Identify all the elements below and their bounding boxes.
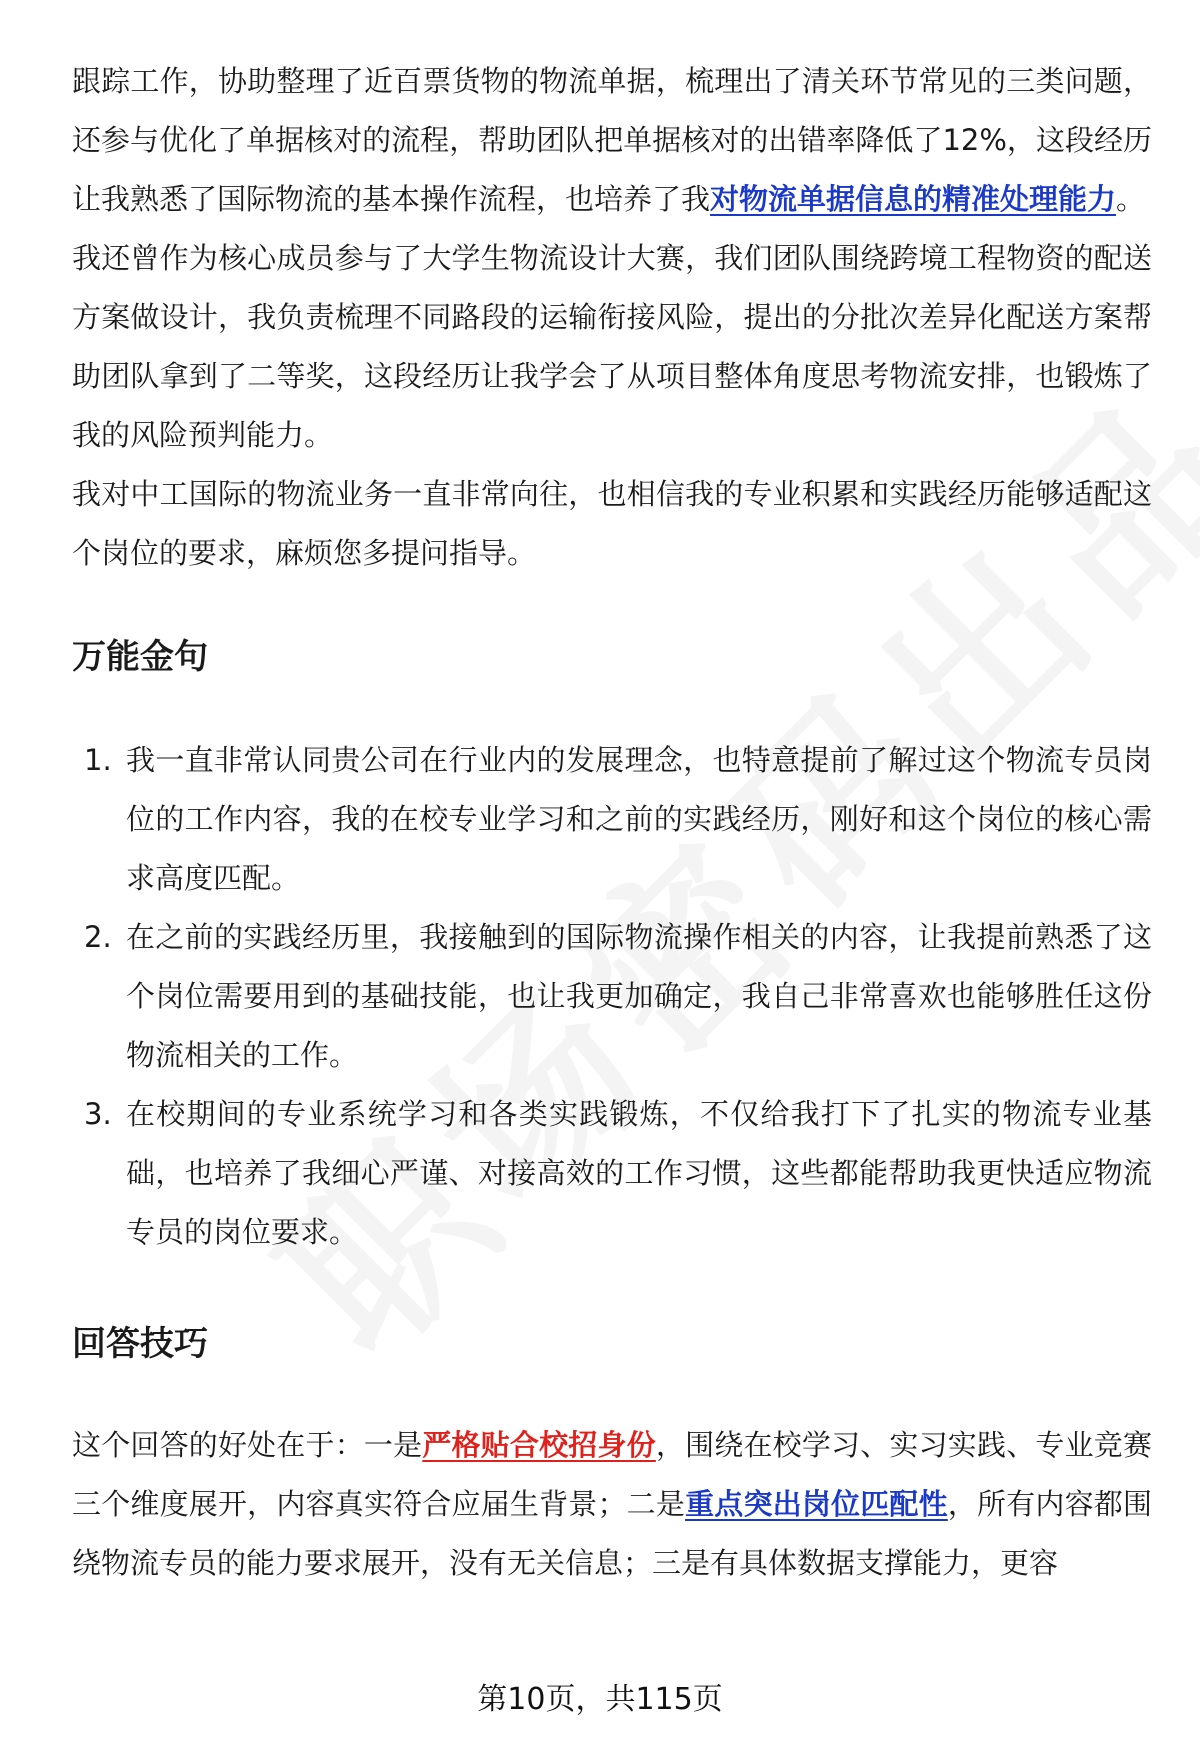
- list-number: 3.: [84, 1097, 112, 1131]
- document-page: [72, 52, 1152, 1593]
- list-item-text: 在之前的实践经历里，我接触到的国际物流操作相关的内容，让我提前熟悉了这个岗位需要用到的基础技能，也让我更加确定，我自己非常喜欢也能够胜任这份物流相关的工作。: [126, 920, 1152, 1072]
- tips-paragraph: [72, 1416, 1152, 1593]
- list-item: [72, 1085, 1152, 1262]
- list-item-text: 我一直非常认同贵公司在行业内的发展理念，也特意提前了解过这个物流专员岗位的工作内容，我的在校专业学习和之前的实践经历，刚好和这个岗位的核心需求高度匹配。: [126, 743, 1152, 895]
- paragraph-text: ，所有内容都围绕物流专员的能力要求展开，没有无关信息；三是有具体数据支撑能力，更容: [72, 1487, 1152, 1580]
- paragraph-text: 我对中工国际的物流业务一直非常向往，也相信我的专业积累和实践经历能够适配这个岗位的要求，麻烦您多提问指导。: [72, 477, 1152, 570]
- section-heading-answer-tips: 回答技巧: [72, 1324, 208, 1364]
- list-item-text: 在校期间的专业系统学习和各类实践锻炼，不仅给我打下了扎实的物流专业基础，也培养了我细心严谨、对接高效的工作习惯，这些都能帮助我更快适应物流专员的岗位要求。: [126, 1097, 1152, 1249]
- list-number: 2.: [84, 920, 112, 954]
- list-item: [72, 731, 1152, 908]
- highlight-blue: 对物流单据信息的精准处理能力: [710, 182, 1117, 216]
- list-item: [72, 908, 1152, 1085]
- intro-paragraph-3: [72, 465, 1152, 583]
- paragraph-text: 。: [1116, 182, 1146, 216]
- list-number: 1.: [84, 743, 112, 777]
- intro-paragraph-1: [72, 52, 1152, 229]
- paragraph-text: ，围绕在校学习、实习实践、专业竞赛三个维度展开，内容真实符合应届生背景；二是: [72, 1428, 1152, 1521]
- paragraph-text: 我还曾作为核心成员参与了大学生物流设计大赛，我们团队围绕跨境工程物资的配送方案做设计，我负责梳理不同路段的运输衔接风险，提出的分批次差异化配送方案帮助团队拿到了二等奖，这段经历让我学会了从项目整体角度思考物流安排，也锻炼了我的风险预判能力。: [72, 241, 1152, 452]
- intro-paragraph-2: [72, 229, 1152, 465]
- highlight-blue: 重点突出岗位匹配性: [685, 1487, 948, 1521]
- paragraph-text: 跟踪工作，协助整理了近百票货物的物流单据，梳理出了清关环节常见的三类问题，还参与优化了单据核对的流程，帮助团队把单据核对的出错率降低了12%，这段经历让我熟悉了国际物流的基本操作流程，也培养了我: [72, 64, 1152, 216]
- golden-sentences-list: [72, 731, 1152, 1262]
- section-heading-golden-sentences: 万能金句: [72, 637, 208, 677]
- highlight-red: 严格贴合校招身份: [422, 1428, 656, 1462]
- page-footer: 第10页，共115页: [477, 1682, 723, 1717]
- paragraph-text: 这个回答的好处在于：一是: [72, 1428, 423, 1462]
